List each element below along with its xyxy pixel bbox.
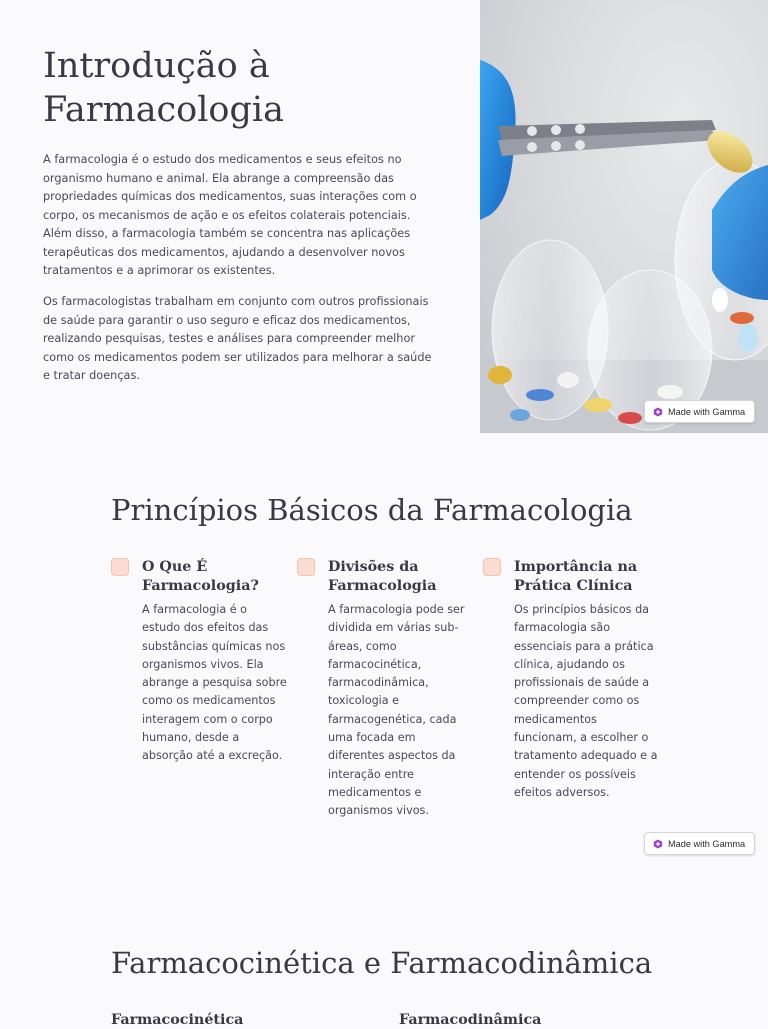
slide-farmacocinetica (0, 873, 768, 1028)
slide-title: Farmacocinética e Farmacodinâmica (111, 946, 653, 980)
made-with-gamma-badge[interactable] (644, 400, 755, 423)
subheading-farmacocinetica: Farmacocinética (111, 1012, 244, 1028)
bullet-square (111, 558, 129, 576)
gamma-logo-icon (653, 407, 663, 417)
slide-title: Princípios Básicos da Farmacologia (111, 493, 633, 527)
slide-title: Introdução à Farmacologia (43, 46, 284, 130)
bullet-square (297, 558, 315, 576)
card-heading: O Que É Farmacologia? (142, 559, 259, 594)
bullet-square (483, 558, 501, 576)
badge-label: Made with Gamma (668, 406, 746, 417)
gamma-logo-icon (653, 839, 663, 849)
slide-principios (0, 433, 768, 873)
card-heading: Divisões da Farmacologia (328, 559, 437, 594)
intro-paragraph-2: Os farmacologistas trabalham em conjunto com outros profissionais de saúde para garantir o uso seguro e eficaz dos medicamentos, realizando pesquisas, testes e análises para compreender melhor como os medicamentos podem ser utilizados para melhorar a saúde e tratar doenças. (43, 295, 432, 382)
card-text: A farmacologia é o estudo dos efeitos das substâncias químicas nos organismos vivos. Ela abrange a pesquisa sobre como os medicamentos interagem com o corpo humano, desde a absorção até a excreção. (142, 603, 287, 763)
card-text: Os princípios básicos da farmacologia são essenciais para a prática clínica, ajudando os profissionais de saúde a compreender como os medicamentos funcionam, a escolher o tratamento adequado e a entender os possíveis efeitos adversos. (514, 603, 658, 799)
subheading-farmacodinamica: Farmacodinâmica (399, 1012, 542, 1028)
pharmacy-photo (480, 0, 768, 433)
card-text: A farmacologia pode ser dividida em várias sub-áreas, como farmacocinética, farmacodinâmica, toxicologia e farmacogenética, cada uma focada em diferentes aspectos da interação entre medicamentos e organismos vivos. (328, 603, 465, 818)
made-with-gamma-badge[interactable] (644, 832, 755, 855)
slide-introducao (0, 0, 768, 433)
badge-label: Made with Gamma (668, 838, 746, 849)
intro-paragraph-1: A farmacologia é o estudo dos medicamentos e seus efeitos no organismo humano e animal. Ela abrange a compreensão das propriedades químicas dos medicamentos, suas interações com o corpo, os mecanismos de ação e os efeitos colaterais potenciais. Além disso, a farmacologia também se concentra nas aplicações terapêuticas dos medicamentos, ajudando a desenvolver novos tratamentos e a aprimorar os existentes. (43, 153, 417, 277)
card-heading: Importância na Prática Clínica (514, 559, 638, 594)
